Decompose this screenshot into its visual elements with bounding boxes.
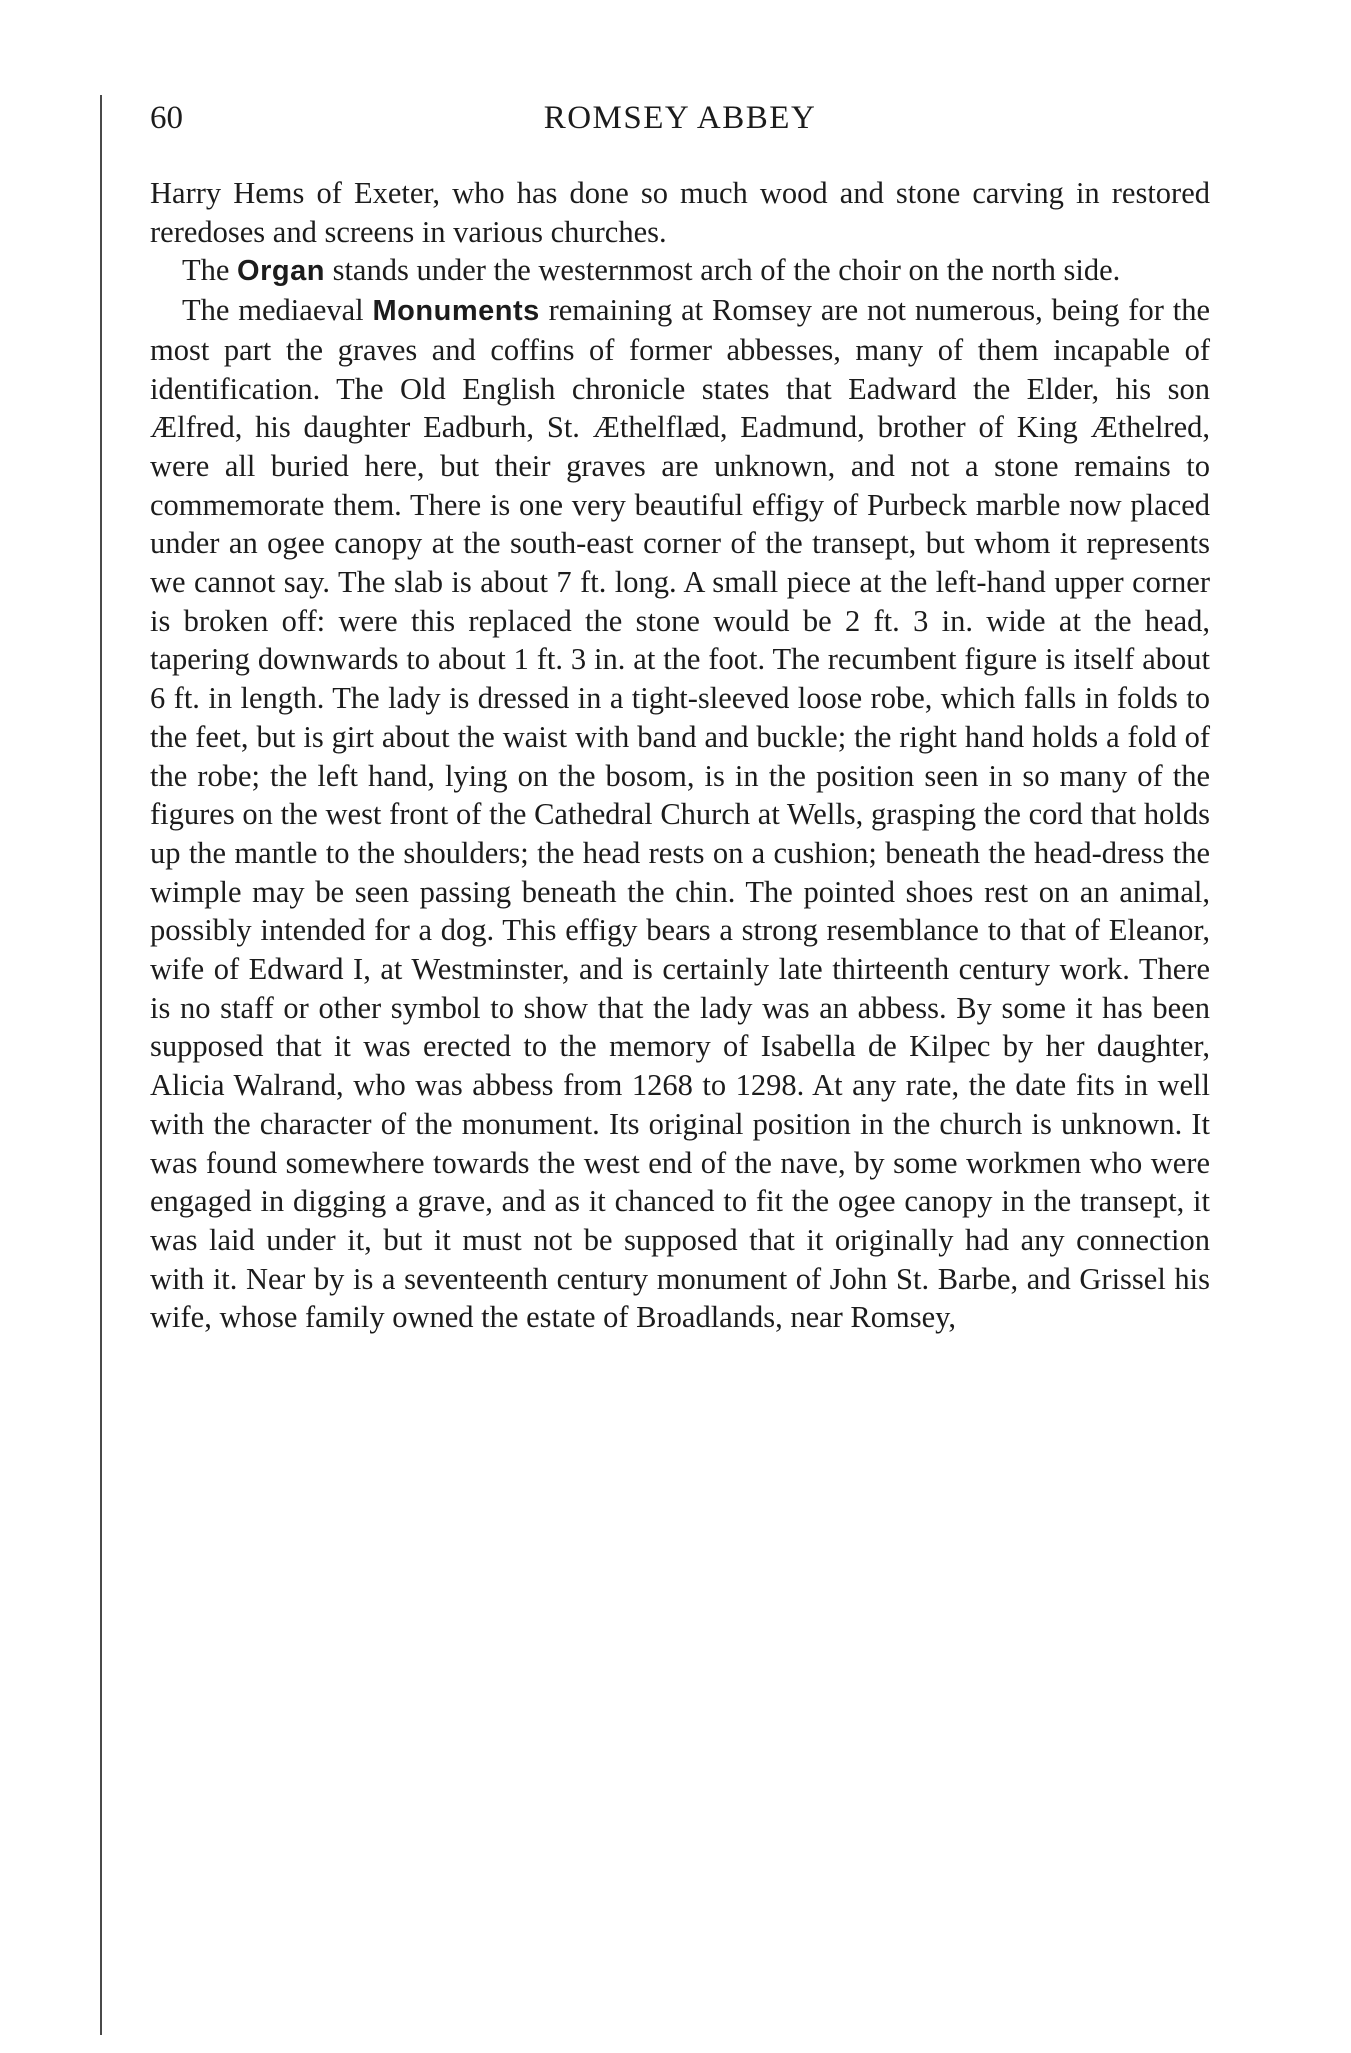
heading-term-organ: Organ	[237, 255, 325, 288]
paragraph-text: remaining at Romsey are not numerous, being for the most part the graves and coffins of former abbesses, many of them incapable of identification. The Old English chronicle states that Eadward the Elder, his son Ælfred, his daughter Eadburh, St. Æthelflæd, Eadmund, brother of King Æthelred, were all buried here, but their graves are unknown, and not a stone remains to commemorate them. There is one very beautiful effigy of Purbeck marble now placed under an ogee canopy at the south-east corner of the transept, but whom it represents we cannot say. The slab is about 7 ft. long. A small piece at the left-hand upper corner is broken off: were this replaced the stone would be 2 ft. 3 in. wide at the head, tapering downwards to about 1 ft. 3 in. at the foot. The recumbent figure is itself about 6 ft. in length. The lady is dressed in a tight-sleeved loose robe, which falls in folds to the feet, but is girt about the waist with band and buckle; the right hand holds a fold of the robe; the left hand, lying on the bosom, is in the position seen in so many of the figures on the west front of the Cathedral Church at Wells, grasping the cord that holds up the mantle to the shoulders; the head rests on a cushion; beneath the head-dress the wimple may be seen passing beneath the chin. The pointed shoes rest on an animal, possibly intended for a dog. This effigy bears a strong resemblance to that of Eleanor, wife of Edward I, at Westminster, and is certainly late thirteenth century work. There is no staff or other symbol to show that the lady was an abbess. By some it has been supposed that it was erected to the memory of Isabella de Kilpec by her daughter, Alicia Walrand, who was abbess from 1268 to 1298. At any rate, the date fits in well with the character of the monument. Its original position in the church is unknown. It was found somewhere towards the west end of the nave, by some workmen who were engaged in digging a grave, and as it chanced to fit the ogee canopy in the transept, it was laid under it, but it must not be supposed that it originally had any connection with it. Near by is a seventeenth century monument of John St. Barbe, and Grissel his wife, whose family owned the estate of Broadlands, near Romsey,	[150, 293, 1211, 1335]
page-number: 60	[150, 100, 183, 136]
heading-term-monuments: Monuments	[372, 295, 540, 328]
binding-edge-rule	[100, 95, 102, 2035]
paragraph-continued	[150, 174, 1210, 251]
running-head	[150, 96, 1210, 146]
paragraph-lead: The mediaeval	[182, 293, 373, 328]
paragraph-monuments	[150, 291, 1210, 1337]
body-text	[150, 174, 1210, 1337]
paragraph-organ	[150, 251, 1210, 291]
paragraph-lead: The	[182, 253, 238, 288]
running-title: ROMSEY ABBEY	[543, 100, 817, 136]
paragraph-text: stands under the westernmost arch of the choir on the north side.	[324, 253, 1121, 288]
paragraph-text: Harry Hems of Exeter, who has done so much wood and stone carving in restored reredoses and screens in various churches.	[150, 176, 1210, 249]
